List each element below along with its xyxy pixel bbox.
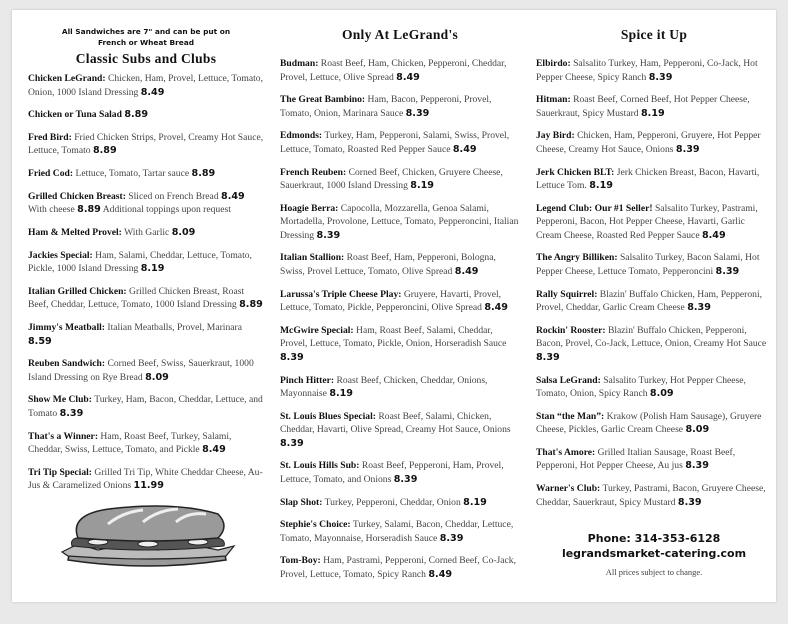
contact-info	[536, 531, 772, 561]
item-price: 8.19	[410, 180, 434, 192]
item-name: Tri Tip Special:	[28, 466, 92, 478]
bread-note	[28, 26, 264, 48]
item-name: Hitman:	[536, 94, 571, 106]
menu-item	[280, 410, 520, 451]
item-price: 8.39	[685, 460, 709, 472]
menu-item	[28, 226, 264, 240]
item-price: 8.39	[280, 437, 304, 449]
item-description: Roast Beef, Pepperoni, Ham, Provel, Lettuce, Tomato, and Onions	[280, 460, 504, 485]
menu-item	[28, 430, 264, 457]
item-description: Salsalito Turkey, Pastrami, Pepperoni, Bacon, Hot Pepper Cheese, Havarti, Garlic Cream Cheese, Roasted Red Pepper Sauce	[536, 202, 758, 241]
menu-item	[536, 166, 772, 193]
menu-item	[280, 202, 520, 243]
menu-item-list	[28, 72, 264, 493]
item-price: 8.09	[171, 226, 196, 238]
item-name: Pinch Hitter:	[280, 374, 335, 386]
item-name: Budman:	[280, 58, 319, 69]
item-price: 8.89	[239, 299, 263, 311]
menu-item	[536, 129, 772, 156]
item-name: Legend Club: Our #1 Seller!	[536, 202, 653, 214]
item-price: 8.39	[536, 351, 560, 363]
menu-item	[536, 57, 772, 84]
item-description: Fried Chicken Strips, Provel, Creamy Hot Sauce, Lettuce, Tomato	[28, 131, 264, 157]
website-link[interactable]: legrandsmarket-catering.com	[561, 547, 747, 561]
item-description: Krakow (Polish Ham Sausage), Gruyere Cheese, Pickles, Garlic Cream Cheese	[536, 410, 762, 436]
item-description: Lettuce, Tomato, Tartar sauce	[75, 168, 190, 180]
item-description: Roast Beef, Chicken, Cheddar, Onions, Mayonnaise	[280, 374, 488, 399]
item-name: Tom-Boy:	[280, 555, 321, 567]
menu-item	[280, 288, 520, 315]
item-description: Turkey, Pepperoni, Cheddar, Onion	[324, 496, 461, 508]
item-description: Roast Beef, Ham, Pepperoni, Bologna, Swiss, Provel Lettuce, Tomato, Olive Spread	[280, 252, 496, 277]
item-description: Roast Beef, Ham, Chicken, Pepperoni, Cheddar, Provel, Lettuce, Olive Spread	[280, 58, 507, 83]
item-description: Turkey, Ham, Pepperoni, Salami, Swiss, Provel, Lettuce, Tomato, Roasted Red Pepper Sauce	[280, 130, 510, 155]
section-title: Only At LeGrand's	[341, 27, 459, 42]
menu-item	[536, 410, 772, 437]
item-price: 8.49	[221, 190, 245, 202]
item-description: Grilled Italian Sausage, Roast Beef, Pepperoni, Hot Pepper Cheese, Au jus	[536, 446, 736, 472]
item-price: 8.39	[648, 71, 673, 83]
menu-item	[280, 518, 520, 545]
item-price: 8.49	[428, 568, 453, 580]
menu-item	[536, 446, 772, 473]
item-name: French Reuben:	[280, 166, 347, 178]
item-price: 8.49	[484, 302, 508, 314]
item-extra-note: Additional toppings upon request	[102, 204, 231, 216]
item-description: Salsalito Turkey, Bacon Salami, Hot Pepper Cheese, Lettuce Tomato, Pepperoncini	[536, 252, 760, 277]
item-description: Roast Beef, Corned Beef, Hot Pepper Cheese, Sauerkraut, Spicy Mustard	[536, 94, 750, 119]
item-description: Gruyere, Havarti, Provel, Lettuce, Tomato, Pickle, Pepperoncini, Olive Spread	[280, 288, 502, 314]
item-description: Corned Beef, Swiss, Sauerkraut, 1000 Island Dressing on Rye Bread	[28, 358, 254, 383]
item-name: Rockin' Rooster:	[536, 324, 606, 336]
menu-item-list	[280, 57, 520, 581]
item-description: Corned Beef, Chicken, Gruyere Cheese, Sauerkraut, 1000 Island Dressing	[280, 166, 503, 192]
bread-note-line: All Sandwiches are 7" and can be put on	[61, 27, 231, 36]
item-name: Hoagie Berra:	[280, 202, 339, 214]
item-name: Stan “the Man”:	[536, 410, 605, 422]
menu-item	[28, 285, 264, 312]
menu-item-list	[536, 57, 772, 509]
item-price: 8.49	[454, 265, 479, 277]
item-description: Chicken, Ham, Provel, Lettuce, Tomato, Onion, 1000 Island Dressing	[28, 73, 263, 98]
price-disclaimer: All prices subject to change.	[605, 567, 703, 578]
item-price: 8.39	[59, 407, 84, 419]
menu-item	[536, 288, 772, 315]
menu-item	[280, 93, 520, 120]
item-price: 8.49	[701, 229, 726, 241]
menu-item	[28, 393, 264, 420]
item-name: Reuben Sandwich:	[28, 358, 106, 370]
menu-item	[536, 482, 772, 509]
menu-item	[280, 459, 520, 486]
item-price: 8.19	[641, 107, 665, 119]
item-name: St. Louis Hills Sub:	[280, 460, 360, 472]
item-extra: With cheese	[28, 204, 75, 216]
menu-item	[28, 190, 264, 217]
menu-page	[12, 10, 776, 602]
item-price: 8.19	[140, 263, 165, 275]
item-name: Warner's Club:	[536, 483, 601, 495]
item-price: 8.89	[124, 109, 149, 121]
column-only-at-legrands	[280, 10, 520, 591]
item-name: Jackies Special:	[28, 249, 93, 261]
menu-item	[536, 202, 772, 243]
item-name: Grilled Chicken Breast:	[28, 190, 126, 202]
item-name: Chicken LeGrand:	[28, 73, 106, 84]
item-description: Capocolla, Mozzarella, Genoa Salami, Mortadella, Provolone, Lettuce, Tomato, Pepperoncini, Italian Dressing	[280, 202, 519, 241]
item-name: That's a Winner:	[28, 430, 99, 442]
item-price: 8.09	[145, 371, 169, 383]
item-description: Ham, Salami, Cheddar, Lettuce, Tomato, Pickle, 1000 Island Dressing	[28, 249, 252, 275]
menu-item	[280, 374, 520, 401]
item-description: Grilled Tri Tip, White Cheddar Cheese, Au-Jus & Caramelized Onions	[28, 466, 263, 492]
item-description: Turkey, Ham, Bacon, Cheddar, Lettuce, and Tomato	[28, 394, 263, 419]
item-name: Italian Grilled Chicken:	[28, 285, 127, 297]
item-description: Blazin' Buffalo Chicken, Pepperoni, Bacon, Provel, Co-Jack, Lettuce, Onion, Creamy Hot Sauce	[536, 324, 767, 350]
item-name: Salsa LeGrand:	[536, 374, 601, 386]
item-price: 8.19	[463, 496, 487, 508]
menu-item	[280, 554, 520, 581]
menu-item	[280, 129, 520, 156]
menu-item	[28, 249, 264, 276]
menu-item	[280, 166, 520, 193]
item-price: 8.39	[715, 265, 740, 277]
item-price: 8.39	[439, 532, 464, 544]
item-price: 8.19	[329, 388, 353, 399]
item-price: 8.59	[28, 335, 52, 347]
item-price: 8.39	[393, 473, 418, 485]
item-description: Roast Beef, Salami, Chicken, Cheddar, Havarti, Olive Spread, Creamy Hot Sauce, Onions	[280, 410, 511, 436]
menu-item	[28, 321, 264, 348]
item-description: Jerk Chicken Breast, Bacon, Havarti, Lettuce Tom.	[536, 166, 760, 192]
menu-item	[28, 108, 264, 122]
menu-item	[28, 466, 264, 493]
item-name: Jimmy's Meatball:	[28, 322, 106, 333]
item-price: 8.39	[280, 351, 304, 363]
item-name: Rally Squirrel:	[536, 288, 598, 300]
item-name: Italian Stallion:	[280, 252, 345, 264]
item-description: Salsalito Turkey, Ham, Pepperoni, Co-Jack, Hot Pepper Cheese, Spicy Ranch	[536, 58, 758, 83]
column-classic-subs	[28, 10, 264, 577]
item-price: 8.09	[649, 388, 674, 399]
item-description: Italian Meatballs, Provel, Marinara	[107, 322, 242, 333]
menu-item	[28, 357, 264, 384]
item-price: 8.49	[140, 86, 165, 98]
item-name: The Angry Billiken:	[536, 252, 618, 264]
bread-note-line: French or Wheat Bread	[97, 38, 195, 47]
item-description: Ham, Bacon, Pepperoni, Provel, Tomato, Onion, Marinara Sauce	[280, 94, 492, 119]
item-price: 8.39	[675, 143, 700, 155]
item-description: Grilled Chicken Breast, Roast Beef, Cheddar, Lettuce, Tomato, 1000 Island Dressing	[28, 285, 245, 311]
item-name: The Great Bambino:	[280, 94, 366, 106]
item-price: 8.39	[316, 229, 341, 241]
menu-item	[28, 131, 264, 158]
item-description: Ham, Pastrami, Pepperoni, Corned Beef, Co-Jack, Provel, Lettuce, Tomato, Spicy Ranch	[280, 555, 517, 580]
menu-item	[536, 374, 772, 401]
menu-item	[28, 167, 264, 181]
item-price: 8.49	[452, 143, 477, 155]
item-name: Edmonds:	[280, 130, 323, 142]
item-price: 11.99	[133, 480, 164, 492]
item-price: 8.89	[191, 168, 216, 180]
item-price: 8.39	[687, 302, 711, 314]
menu-item	[280, 251, 520, 278]
item-description: Blazin' Buffalo Chicken, Ham, Pepperoni, Provel, Cheddar, Garlic Cream Cheese	[536, 288, 763, 314]
item-price: 8.09	[685, 424, 710, 436]
item-price: 8.49	[396, 71, 420, 83]
section-title: Spice it Up	[620, 27, 688, 42]
item-description: Turkey, Pastrami, Bacon, Gruyere Cheese, Cheddar, Sauerkraut, Spicy Mustard	[536, 483, 766, 508]
item-description: Turkey, Salami, Bacon, Cheddar, Lettuce, Tomato, Mayonnaise, Horseradish Sauce	[280, 519, 514, 544]
item-name: Chicken or Tuna Salad	[28, 109, 122, 121]
item-description: With Garlic	[124, 226, 170, 238]
item-extra-price: 8.89	[77, 204, 101, 216]
phone-number[interactable]: Phone: 314-353-6128	[587, 532, 721, 546]
item-name: That's Amore:	[536, 446, 596, 458]
item-description: Sliced on French Bread	[128, 190, 219, 202]
item-price: 8.39	[677, 496, 702, 508]
menu-item	[280, 496, 520, 510]
item-name: St. Louis Blues Special:	[280, 410, 376, 422]
item-description: Chicken, Ham, Pepperoni, Gruyere, Hot Pepper Cheese, Creamy Hot Sauce, Onions	[536, 130, 761, 155]
item-price: 8.39	[405, 107, 430, 119]
item-name: Stephie's Choice:	[280, 519, 351, 531]
item-name: Fried Cod:	[28, 168, 74, 180]
item-name: Slap Shot:	[280, 496, 323, 508]
item-description: Ham, Roast Beef, Salami, Cheddar, Provel, Lettuce, Tomato, Pickle, Onion, Horseradish Sauce	[280, 324, 507, 350]
item-name: Elbirdo:	[536, 58, 571, 69]
menu-item	[280, 57, 520, 84]
menu-item	[280, 324, 520, 365]
item-price: 8.49	[202, 444, 226, 456]
item-name: Jerk Chicken BLT:	[536, 166, 615, 178]
item-name: Ham & Melted Provel:	[28, 226, 122, 238]
menu-item	[536, 251, 772, 278]
menu-item	[536, 93, 772, 120]
item-name: Jay Bird:	[536, 130, 575, 142]
item-price: 8.19	[589, 180, 613, 192]
item-price: 8.89	[92, 145, 117, 157]
menu-item	[28, 72, 264, 99]
sub-sandwich-illustration	[58, 502, 264, 577]
item-description: Salsalito Turkey, Hot Pepper Cheese, Tomato, Onion, Spicy Ranch	[536, 374, 746, 399]
section-title: Classic Subs and Clubs	[75, 51, 217, 66]
item-name: McGwire Special:	[280, 324, 354, 336]
item-name: Larussa's Triple Cheese Play:	[280, 288, 402, 300]
item-name: Show Me Club:	[28, 394, 92, 406]
menu-item	[536, 324, 772, 365]
item-description: Ham, Roast Beef, Turkey, Salami, Cheddar, Swiss, Lettuce, Tomato, and Pickle	[28, 430, 232, 456]
column-spice-it-up	[536, 10, 772, 577]
item-name: Fred Bird:	[28, 131, 72, 143]
